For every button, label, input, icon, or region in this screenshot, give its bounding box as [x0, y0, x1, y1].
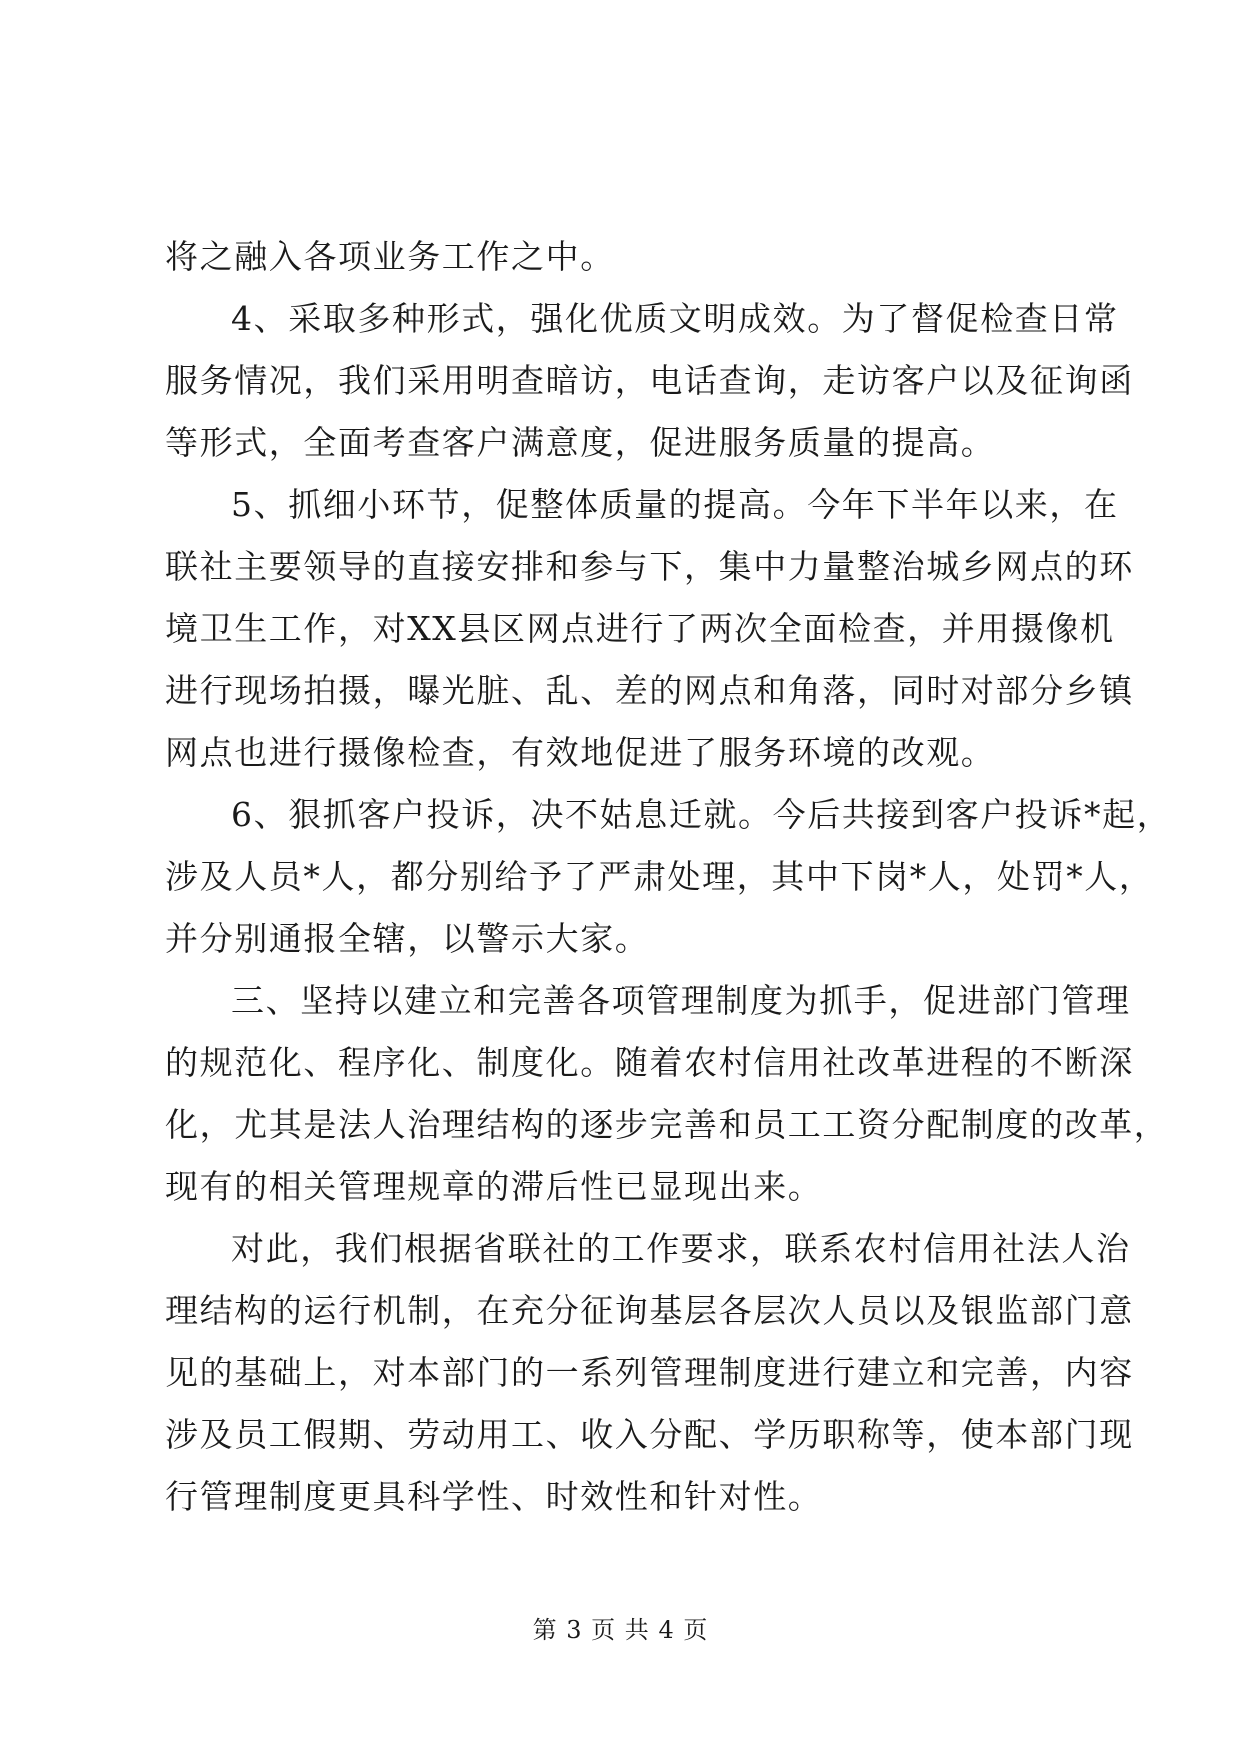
text-line: 联社主要领导的直接安排和参与下，集中力量整治城乡网点的环	[165, 547, 1134, 586]
document-body	[165, 226, 1172, 1528]
paragraph-continuation	[165, 226, 1075, 288]
text-line: 化，尤其是法人治理结构的逐步完善和员工工资分配制度的改革，	[165, 1105, 1169, 1144]
text-line: 将之融入各项业务工作之中。	[165, 237, 615, 276]
page-number-footer: 第 3 页 共 4 页	[532, 1616, 709, 1644]
text-line: 境卫生工作，对XX县区网点进行了两次全面检查，并用摄像机	[165, 609, 1115, 648]
text-line: 见的基础上，对本部门的一系列管理制度进行建立和完善，内容	[165, 1353, 1134, 1392]
paragraph-section-3	[165, 970, 1169, 1218]
text-line: 并分别通报全辖，以警示大家。	[165, 919, 650, 958]
paragraph-item-6	[165, 784, 1172, 970]
text-line: 4、采取多种形式，强化优质文明成效。为了督促检查日常	[231, 299, 1119, 338]
paragraph-item-4	[165, 288, 1134, 474]
text-line: 行管理制度更具科学性、时效性和针对性。	[165, 1477, 823, 1516]
text-line: 网点也进行摄像检查，有效地促进了服务环境的改观。	[165, 733, 996, 772]
text-line: 涉及员工假期、劳动用工、收入分配、学历职称等，使本部门现	[165, 1415, 1134, 1454]
text-line: 进行现场拍摄，曝光脏、乱、差的网点和角落，同时对部分乡镇	[165, 671, 1134, 710]
paragraph-response	[165, 1218, 1134, 1528]
text-line: 等形式，全面考查客户满意度，促进服务质量的提高。	[165, 423, 996, 462]
text-line: 服务情况，我们采用明查暗访，电话查询，走访客户以及征询函	[165, 361, 1134, 400]
paragraph-item-5	[165, 474, 1134, 784]
text-line: 6、狠抓客户投诉，决不姑息迁就。今后共接到客户投诉*起，	[231, 795, 1172, 834]
text-line: 涉及人员*人，都分别给予了严肃处理，其中下岗*人，处罚*人，	[165, 857, 1154, 896]
text-line: 5、抓细小环节，促整体质量的提高。今年下半年以来，在	[231, 485, 1119, 524]
text-line: 理结构的运行机制，在充分征询基层各层次人员以及银监部门意	[165, 1291, 1134, 1330]
text-line: 三、坚持以建立和完善各项管理制度为抓手，促进部门管理	[231, 981, 1131, 1020]
text-line: 对此，我们根据省联社的工作要求，联系农村信用社法人治	[231, 1229, 1131, 1268]
text-line: 的规范化、程序化、制度化。随着农村信用社改革进程的不断深	[165, 1043, 1134, 1082]
text-line: 现有的相关管理规章的滞后性已显现出来。	[165, 1167, 823, 1206]
